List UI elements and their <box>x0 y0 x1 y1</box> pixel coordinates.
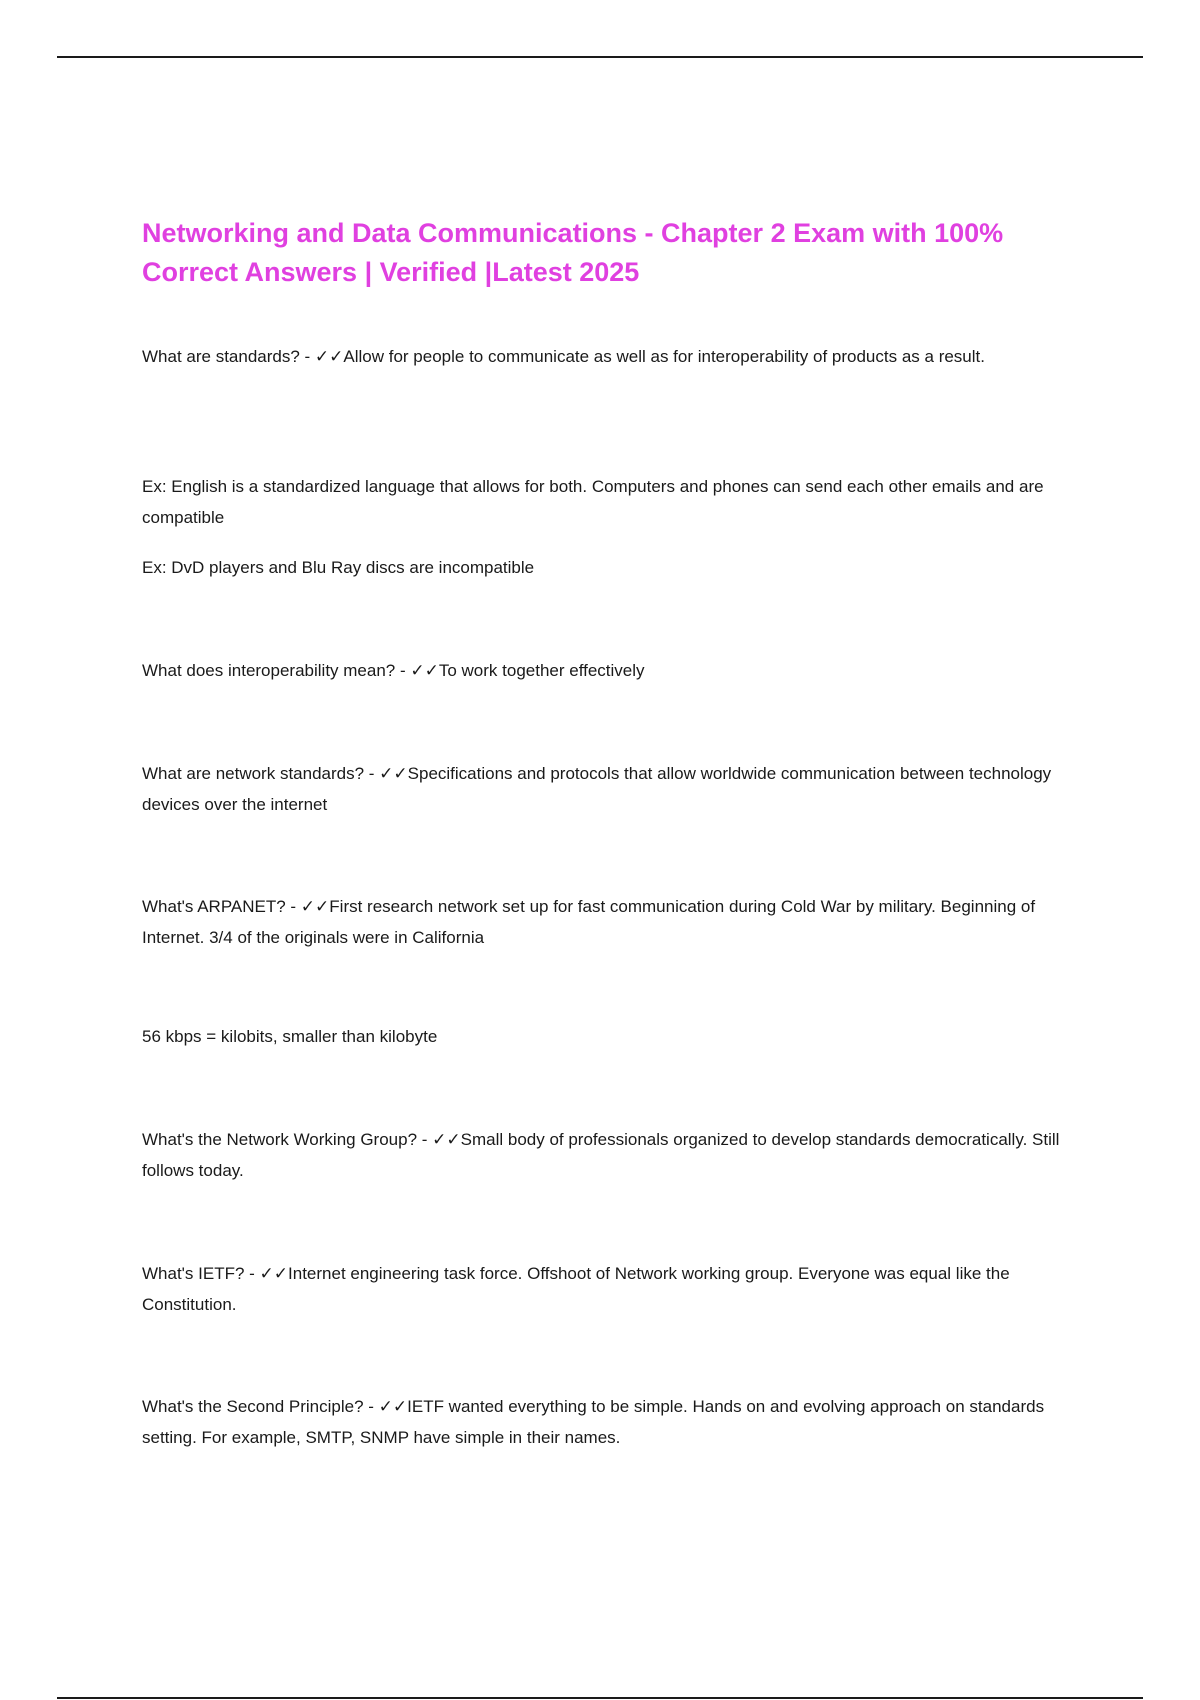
qa-paragraph-network-working-group: What's the Network Working Group? - ✓✓Small body of professionals organized to develop standards democratically. Still follows today. <box>142 1130 1060 1180</box>
note-paragraph-kbps: 56 kbps = kilobits, smaller than kilobyte <box>142 1027 438 1046</box>
qa-paragraph-arpanet: What's ARPANET? - ✓✓First research network set up for fast communication during Cold War by military. Beginning of Internet. 3/4 of the originals were in California <box>142 897 1036 947</box>
qa-paragraph-interoperability: What does interoperability mean? - ✓✓To work together effectively <box>142 661 645 680</box>
document-title: Networking and Data Communications - Chapter 2 Exam with 100% Correct Answers | Verified |Latest 2025 <box>142 218 1004 287</box>
bottom-divider <box>57 1697 1143 1699</box>
qa-paragraph-standards: What are standards? - ✓✓Allow for people to communicate as well as for interoperability of products as a result. <box>142 347 985 366</box>
top-divider <box>57 56 1143 58</box>
example-paragraph-english: Ex: English is a standardized language that allows for both. Computers and phones can send each other emails and are compatible <box>142 477 1044 527</box>
example-paragraph-dvd: Ex: DvD players and Blu Ray discs are incompatible <box>142 558 535 577</box>
document-header <box>142 214 1062 292</box>
qa-paragraph-second-principle: What's the Second Principle? - ✓✓IETF wanted everything to be simple. Hands on and evolving approach on standards setting. For example, SMTP, SNMP have simple in their names. <box>142 1397 1045 1447</box>
qa-paragraph-network-standards: What are network standards? - ✓✓Specifications and protocols that allow worldwide communication between technology devices over the internet <box>142 764 1052 814</box>
qa-paragraph-ietf: What's IETF? - ✓✓Internet engineering task force. Offshoot of Network working group. Everyone was equal like the Constitution. <box>142 1264 1010 1314</box>
